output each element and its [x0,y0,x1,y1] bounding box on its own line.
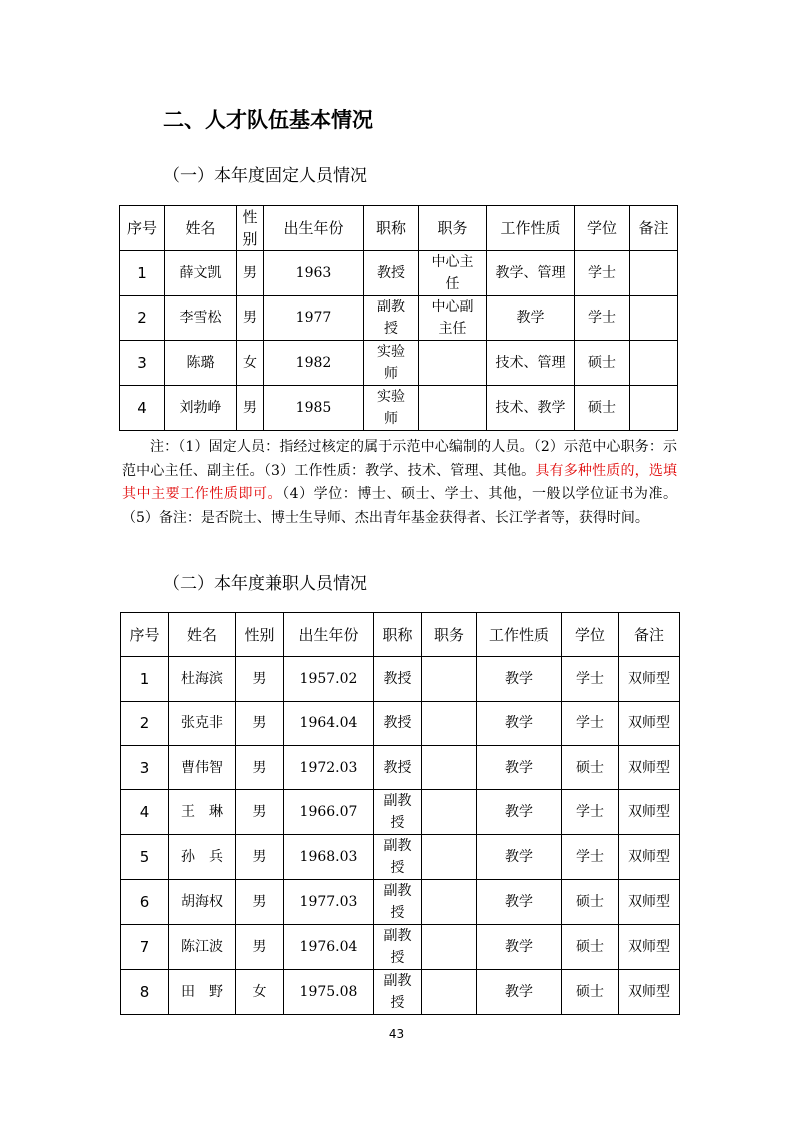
table-cell: 副教授 [374,880,422,925]
table-cell: 教学 [477,701,562,745]
table-cell: 2 [120,296,165,341]
table-cell: 双师型 [619,745,680,789]
header-cell: 学位 [575,206,630,251]
table-cell: 教授 [364,251,419,296]
table-cell: 教授 [374,701,422,745]
table-cell: 陈璐 [165,341,237,386]
table-cell: 技术、教学 [487,386,575,431]
table-cell: 教授 [374,745,422,789]
table-cell: 教学 [487,296,575,341]
table-cell: 1964.04 [284,701,374,745]
table-cell: 曹伟智 [169,745,236,789]
table-cell: 3 [120,341,165,386]
table-cell: 男 [236,880,284,925]
header-cell: 姓名 [165,206,237,251]
page-number: 43 [388,1027,405,1041]
fixed-staff-table [119,205,678,431]
table-cell: 男 [237,251,264,296]
header-cell: 序号 [120,206,165,251]
table-cell: 1975.08 [284,970,374,1015]
table-cell: 中心主任 [419,251,487,296]
table-cell: 技术、管理 [487,341,575,386]
header-cell: 工作性质 [487,206,575,251]
table-cell: 学士 [562,657,619,701]
table-cell: 学士 [575,296,630,341]
table-row [121,657,680,701]
header-cell: 备注 [619,613,680,657]
header-cell: 学位 [562,613,619,657]
table-row [121,835,680,880]
table-cell: 5 [121,835,169,880]
table-cell: 硕士 [562,925,619,970]
header-cell: 性别 [237,206,264,251]
table-row [121,790,680,835]
table-cell: 1972.03 [284,745,374,789]
table-cell: 田 野 [169,970,236,1015]
table-cell: 教授 [374,657,422,701]
table-cell: 1968.03 [284,835,374,880]
table-header-row [121,613,680,657]
table-cell: 胡海权 [169,880,236,925]
table-cell: 女 [236,970,284,1015]
table-cell: 薛文凯 [165,251,237,296]
table-cell: 1 [120,251,165,296]
table-cell [422,790,477,835]
table-cell: 教学 [477,657,562,701]
table-cell: 副教授 [374,790,422,835]
table-cell: 李雪松 [165,296,237,341]
table-row [121,745,680,789]
table-cell [419,386,487,431]
table-row [121,925,680,970]
table-cell: 1 [121,657,169,701]
table-cell: 副教授 [374,835,422,880]
table-cell: 陈江波 [169,925,236,970]
table-row [121,880,680,925]
part-time-staff-table [120,612,680,1015]
table-cell: 1963 [264,251,364,296]
table-cell: 孙 兵 [169,835,236,880]
fixed-staff-note [122,436,677,530]
table-cell: 双师型 [619,835,680,880]
table-cell: 学士 [575,251,630,296]
table-cell [630,341,678,386]
table-cell: 4 [120,386,165,431]
table-row [121,970,680,1015]
table-cell: 3 [121,745,169,789]
table-cell: 双师型 [619,925,680,970]
table-cell: 1966.07 [284,790,374,835]
table-cell: 男 [237,386,264,431]
table-cell: 男 [236,790,284,835]
table-cell: 教学 [477,970,562,1015]
table-cell: 硕士 [562,745,619,789]
note-highlight-text: 具有多种性质的，选填其中主要工作性质即可。 [122,462,678,503]
table-cell: 1977 [264,296,364,341]
table-cell: 双师型 [619,970,680,1015]
header-cell: 工作性质 [477,613,562,657]
table-cell: 刘勃峥 [165,386,237,431]
table-cell [422,835,477,880]
header-cell: 性别 [236,613,284,657]
table-cell: 8 [121,970,169,1015]
table-cell: 实验师 [364,386,419,431]
header-cell: 姓名 [169,613,236,657]
subsection-title-part-time-staff: （二）本年度兼职人员情况 [163,574,367,594]
table-cell: 实验师 [364,341,419,386]
table-row [121,701,680,745]
table-cell: 1985 [264,386,364,431]
table-cell: 教学 [477,745,562,789]
table-cell: 男 [236,835,284,880]
header-cell: 出生年份 [284,613,374,657]
table-header-row [120,206,678,251]
header-cell: 职称 [364,206,419,251]
table-cell: 双师型 [619,657,680,701]
table-cell: 教学 [477,880,562,925]
table-cell: 男 [236,657,284,701]
table-cell [422,925,477,970]
table-cell: 硕士 [575,341,630,386]
table-cell: 1957.02 [284,657,374,701]
table-cell [422,745,477,789]
table-cell: 王 琳 [169,790,236,835]
table-cell [630,251,678,296]
header-cell: 职务 [422,613,477,657]
table-cell: 副教授 [374,970,422,1015]
table-cell: 男 [236,745,284,789]
note-text: （4）学位：博士、硕士、学士、其他，一般以学位证书为准。（5）备注：是否院士、博士生导师、杰出青年基金获得者、长江学者等，获得时间。 [122,486,678,526]
table-cell: 硕士 [562,970,619,1015]
table-cell: 女 [237,341,264,386]
table-cell: 张克非 [169,701,236,745]
table-cell: 1982 [264,341,364,386]
table-cell [422,880,477,925]
table-cell [422,970,477,1015]
table-cell: 杜海滨 [169,657,236,701]
table-cell: 1976.04 [284,925,374,970]
table-row [120,251,678,296]
table-cell: 教学 [477,925,562,970]
table-cell: 学士 [562,701,619,745]
note-text: 注：（1）固定人员：指经过核定的属于示范中心编制的人员。（2）示范中心职务：示范中心主任、副主任。（3）工作性质：教学、技术、管理、其他。 [122,439,677,479]
header-cell: 职称 [374,613,422,657]
table-cell [422,657,477,701]
table-cell: 教学 [477,790,562,835]
table-row [120,296,678,341]
table-cell [422,701,477,745]
header-cell: 出生年份 [264,206,364,251]
table-cell: 双师型 [619,880,680,925]
table-cell: 2 [121,701,169,745]
table-cell: 双师型 [619,701,680,745]
table-row [120,386,678,431]
table-cell: 双师型 [619,790,680,835]
header-cell: 职务 [419,206,487,251]
table-cell: 硕士 [575,386,630,431]
table-row [120,341,678,386]
table-cell: 副教授 [364,296,419,341]
table-cell: 学士 [562,835,619,880]
table-cell: 6 [121,880,169,925]
table-cell: 7 [121,925,169,970]
table-cell: 副教授 [374,925,422,970]
table-cell: 1977.03 [284,880,374,925]
table-cell: 教学、管理 [487,251,575,296]
table-cell [630,296,678,341]
subsection-title-fixed-staff: （一）本年度固定人员情况 [163,166,367,186]
table-cell: 男 [236,925,284,970]
table-cell [630,386,678,431]
table-cell: 男 [236,701,284,745]
header-cell: 序号 [121,613,169,657]
table-cell: 教学 [477,835,562,880]
header-cell: 备注 [630,206,678,251]
table-cell: 男 [237,296,264,341]
table-cell: 硕士 [562,880,619,925]
section-title: 二、人才队伍基本情况 [163,108,373,132]
table-cell [419,341,487,386]
table-cell: 学士 [562,790,619,835]
table-cell: 4 [121,790,169,835]
table-cell: 中心副主任 [419,296,487,341]
